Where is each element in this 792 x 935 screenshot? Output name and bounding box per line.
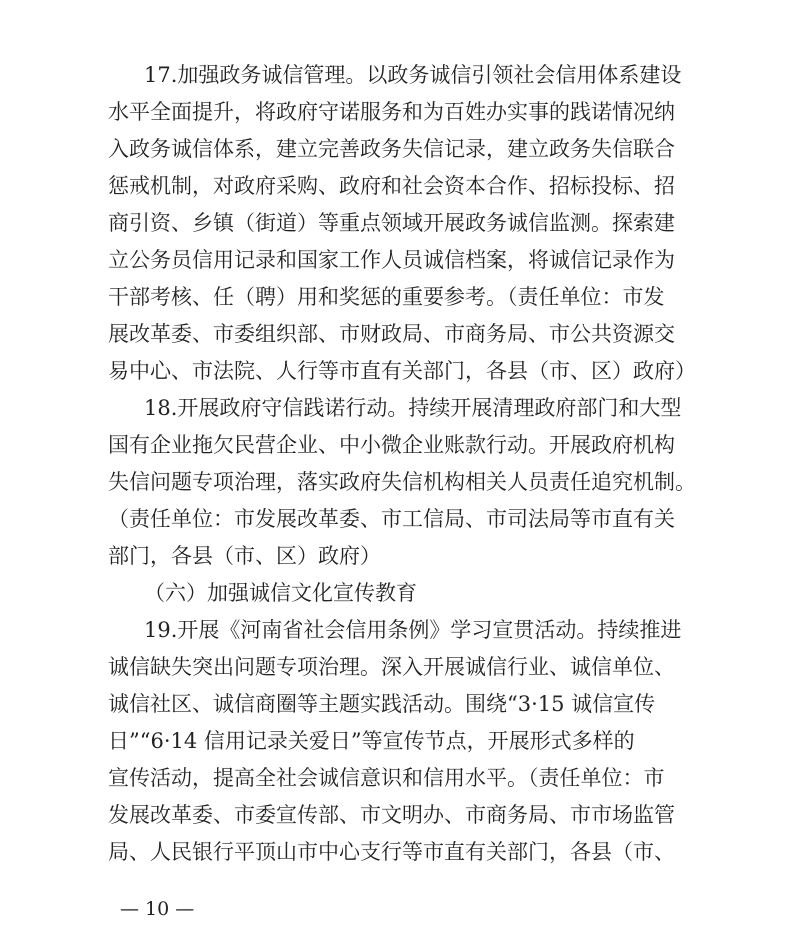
text-line-21: 发展改革委、市委宣传部、市文明办、市商务局、市市场监管 <box>108 803 675 827</box>
text-line-10: 18.开展政府守信践诺行动。持续开展清理政府部门和大型 <box>144 396 682 420</box>
text-line-20: 宣传活动，提高全社会诚信意识和信用水平。（责任单位：市 <box>108 766 665 790</box>
text-line-19: 日”“6·14 信用记录关爱日”等宣传节点，开展形式多样的 <box>108 729 635 753</box>
section-heading: （六）加强诚信文化宣传教育 <box>144 581 417 605</box>
text-line-14: 部门，各县（市、区）政府） <box>108 544 381 568</box>
text-line-4: 惩戒机制，对政府采购、政府和社会资本合作、招标投标、招 <box>108 174 675 198</box>
text-line-12: 失信问题专项治理，落实政府失信机构相关人员责任追究机制。 <box>108 470 696 494</box>
text-line-8: 展改革委、市委组织部、市财政局、市商务局、市公共资源交 <box>108 322 675 346</box>
page-number: — 10 — <box>120 898 195 920</box>
text-line-13: （责任单位：市发展改革委、市工信局、市司法局等市直有关 <box>108 507 675 531</box>
text-line-6: 立公务员信用记录和国家工作人员诚信档案，将诚信记录作为 <box>108 248 675 272</box>
text-line-18: 诚信社区、诚信商圈等主题实践活动。围绕“3·15 诚信宣传 <box>108 692 656 716</box>
text-line-17: 诚信缺失突出问题专项治理。深入开展诚信行业、诚信单位、 <box>108 655 675 679</box>
text-line-7: 干部考核、任（聘）用和奖惩的重要参考。（责任单位：市发 <box>108 285 665 309</box>
text-line-5: 商引资、乡镇（街道）等重点领域开展政务诚信监测。探索建 <box>108 211 675 235</box>
text-line-3: 入政务诚信体系，建立完善政务失信记录，建立政务失信联合 <box>108 137 675 161</box>
text-line-16: 19.开展《河南省社会信用条例》学习宣贯活动。持续推进 <box>144 618 682 642</box>
text-line-9: 易中心、市法院、人行等市直有关部门，各县（市、区）政府） <box>108 359 696 383</box>
text-line-1: 17.加强政务诚信管理。以政务诚信引领社会信用体系建设 <box>144 63 682 87</box>
text-line-11: 国有企业拖欠民营企业、中小微企业账款行动。开展政府机构 <box>108 433 675 457</box>
text-line-2: 水平全面提升，将政府守诺服务和为百姓办实事的践诺情况纳 <box>108 100 675 124</box>
text-line-22: 局、人民银行平顶山市中心支行等市直有关部门，各县（市、 <box>108 840 675 864</box>
